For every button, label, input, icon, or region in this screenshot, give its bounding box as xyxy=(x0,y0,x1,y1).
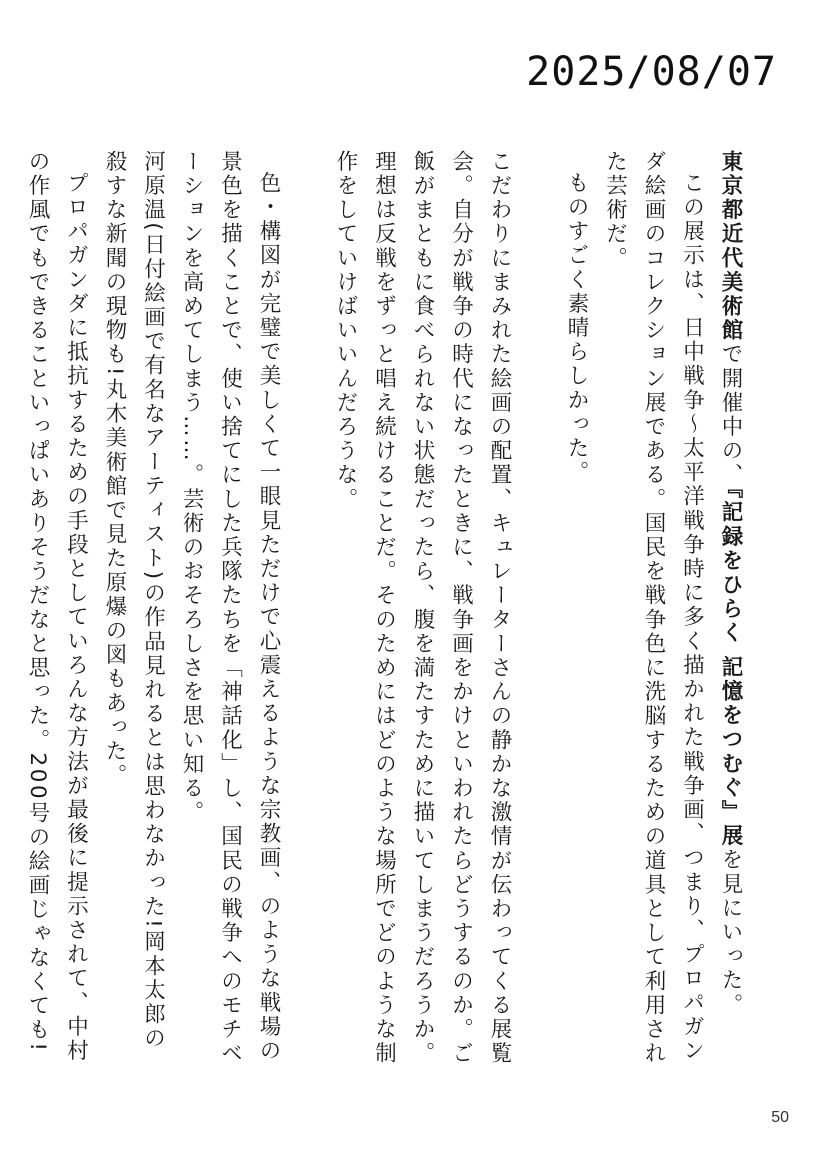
paragraph-reflection xyxy=(326,150,519,1070)
intro-text-b: を見にいった。 xyxy=(718,848,743,1017)
article-body xyxy=(25,150,749,1070)
entry-date: 2025/08/07 xyxy=(526,49,777,95)
museum-name: 東京都近代美術館 xyxy=(718,150,743,343)
intro-text-a: で開催中の、 xyxy=(718,342,743,488)
paragraph-text: 河原温(日付絵画で有名なアーティスト)の作品見れるとは思わなかった!岡本太郎の殺すな新聞の現物も!丸木美術館で見た原爆の図もあった。 xyxy=(102,150,166,1051)
paragraph-artists xyxy=(95,150,172,1070)
paragraph-intro xyxy=(711,150,750,1070)
paragraph-conclusion xyxy=(18,150,95,1070)
paragraph-text: ものすごく素晴らしかった。 xyxy=(564,171,589,485)
exhibition-title: 『記録をひらく 記憶をつむぐ』展 xyxy=(718,487,743,849)
page-number: 50 xyxy=(771,1109,789,1126)
paragraph-composition xyxy=(172,150,288,1070)
paragraph-text: 色・構図が完璧で美しくて一眼見ただけで心震えるような宗教画、のような戦場の景色を描くことで、使い捨てにした兵隊たちを「神話化」し、国民の戦争へのモチベーションを高めてしまう……。芸術のおそろしさを思い知る。 xyxy=(179,150,281,1066)
paragraph-exhibit-description xyxy=(595,150,711,1070)
paragraph-text: この展示は、日中戦争〜太平洋戦争時に多く描かれた戦争画、つまり、プロパガンダ絵画のコレクション展である。国民を戦争色に洗脳するための道具として利用された芸術だ。 xyxy=(602,150,705,1066)
paragraph-text: こだわりにまみれた絵画の配置、キュレーターさんの静かな激情が伝わってくる展覧会。自分が戦争の時代になったときに、戦争画をかけといわれたらどうするのか。ご飯がまともに食べられない状態だったら、腹を満たすために描いてしまうだろうか。理想は反戦をずっと唱え続けることだ。そのためにはどのような場所でどのような制作をしていけばいいんだろうな。 xyxy=(333,150,512,1066)
paragraph-text: プロパガンダに抵抗するための手段としていろんな方法が最後に提示されて、中村の作風でもできることいっぱいありそうだなと思った。200号の絵画じゃなくても! xyxy=(25,150,89,1064)
paragraph-impression xyxy=(557,150,596,1070)
